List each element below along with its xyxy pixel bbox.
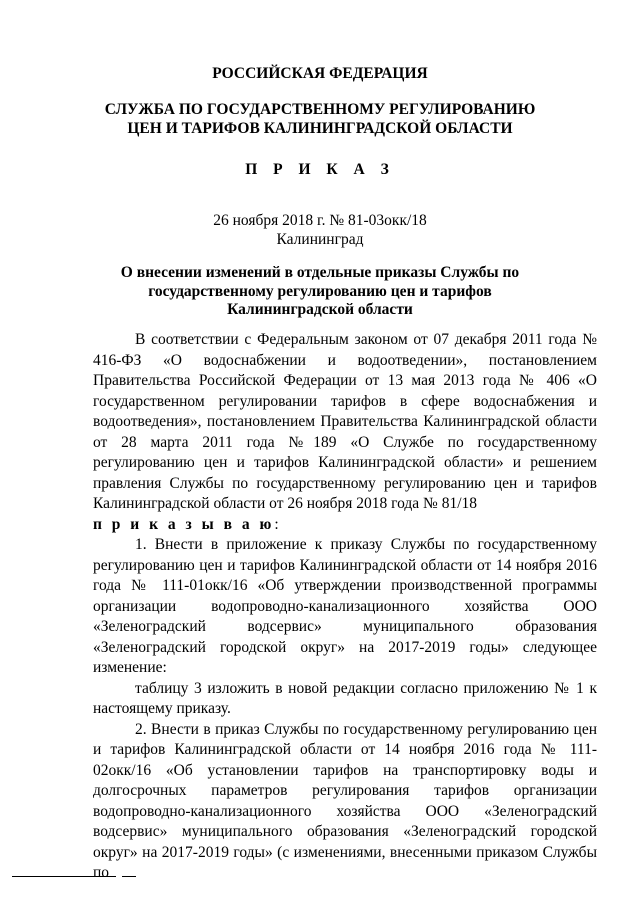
item-1-text: 1. Внести в приложение к приказу Службы по государственному регулированию цен и тарифов Калининградской области от 14 ноября 2016 года № 111-01окк/16 «Об утверждении производственной программы организации водопроводно-канализационного хозяйства ООО «Зеленоградский водсервис» муниципального образования «Зеленоградский городской округ» на 2017-2019 годы» следующее изменение: xyxy=(93,536,597,676)
footer-rule xyxy=(12,876,116,877)
city: Калининград xyxy=(276,231,364,248)
title-line2: государственному регулированию цен и тарифов xyxy=(148,283,492,300)
preamble-paragraph xyxy=(93,330,597,515)
item-2-text: 2. Внести в приказ Службы по государственному регулированию цен и тарифов Калининградской области от 14 ноября 2016 года № 111-02окк/16 «Об установлении тарифов на транспортировку воды и долгосрочных параметров регулирования тарифов организации водопроводно-канализационного хозяйства ООО «Зеленоградский водсервис» муниципального образования «Зеленоградский городской округ» на 2017-2019 годы» (с изменениями, внесенными приказом Службы по xyxy=(93,720,597,881)
title-line1: О внесении изменений в отдельные приказы Службы по xyxy=(120,264,520,281)
item-2-paragraph xyxy=(93,720,597,884)
order-line xyxy=(93,515,597,536)
agency-name-line1: СЛУЖБА ПО ГОСУДАРСТВЕННОМУ РЕГУЛИРОВАНИЮ xyxy=(104,101,536,118)
date-number: 26 ноября 2018 г. № 81-03окк/18 xyxy=(213,212,427,229)
country-heading: РОССИЙСКАЯ ФЕДЕРАЦИЯ xyxy=(212,65,428,82)
agency-name-line2: ЦЕН И ТАРИФОВ КАЛИНИНГРАДСКОЙ ОБЛАСТИ xyxy=(127,120,513,137)
preamble-text: В соответствии с Федеральным законом от 07 декабря 2011 года № 416-ФЗ «О водоснабжении и водоотведении», постановлением Правительства Российской Федерации от 13 мая 2013 года № 406 «О государственном регулировании тарифов в сфере водоснабжения и водоотведения», постановлением Правительства Калининградской области от 28 марта 2011 года №189 «О Службе по государственному регулированию цен и тарифов Калининградской области» и решением правления Службы по государственному регулированию цен и тарифов Калининградской области от 26 ноября 2018 года № 81/18 xyxy=(93,331,597,512)
item-1-sub-paragraph xyxy=(93,679,597,720)
item-1-paragraph xyxy=(93,535,597,679)
order-word: п р и к а з ы в а ю xyxy=(93,515,275,533)
document-body xyxy=(93,330,597,884)
footer-rule-short xyxy=(122,876,136,877)
order-colon: : xyxy=(274,515,279,533)
item-1-sub-text: таблицу 3 изложить в новой редакции согласно приложению № 1 к настоящему приказу. xyxy=(93,679,597,717)
doc-type-heading: П Р И К А З xyxy=(245,161,395,178)
title-line3: Калининградской области xyxy=(227,301,413,318)
